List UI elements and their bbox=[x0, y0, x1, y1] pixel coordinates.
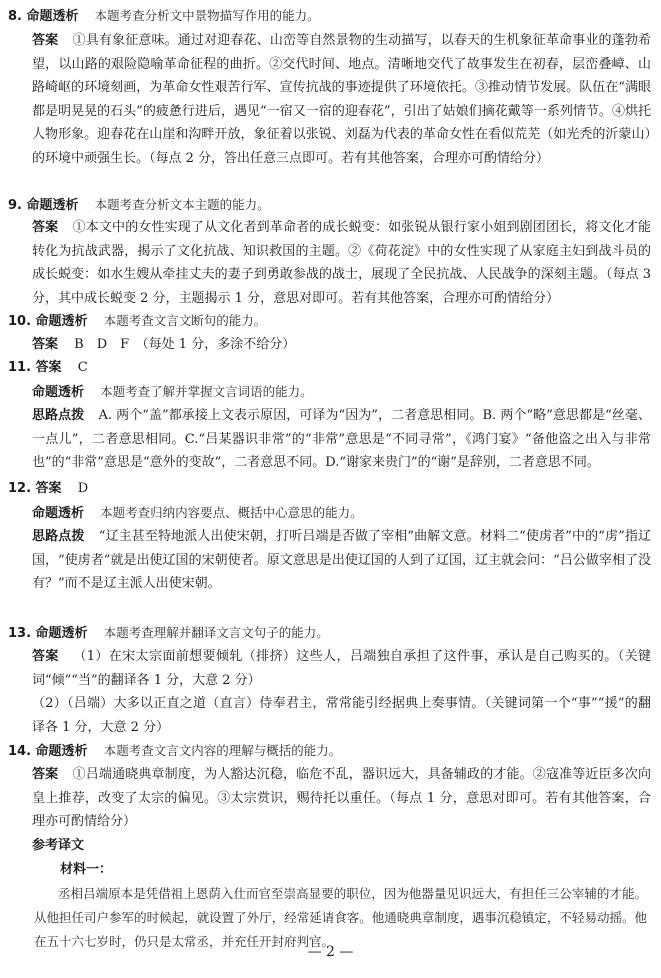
q11-reasoning-text: A. 两个“盖”都承接上文表示原因，可译为“因为”，二者意思相同。B. 两个“略”意思都是“丝毫、一点儿”，二者意思相同。C.“吕某器识非常”的“非常”意思是“不同寻常”，《鸿门宴》“备他盗之出入与非常也”的“非常”意思是“意外的变故”，二者意思不同。D.“谢家来贵门”的“谢”是辞别，二者意思不同。 bbox=[32, 408, 651, 471]
q13-answer-label: 答案 bbox=[32, 649, 59, 664]
q11-reasoning-label: 思路点拨 bbox=[32, 408, 85, 423]
q14-reference-label: 参考译文 bbox=[32, 838, 85, 853]
q14-material-label: 材料一： bbox=[60, 862, 113, 877]
q14-answer-label: 答案 bbox=[32, 767, 59, 782]
q14-answer bbox=[32, 763, 651, 834]
q12-reasoning bbox=[32, 525, 651, 596]
q9-heading bbox=[8, 193, 651, 218]
q9-number-label: 9. 命题透析 bbox=[8, 198, 79, 213]
q14-analysis-text: 本题考查文言文内容的理解与概括的能力。 bbox=[103, 743, 342, 758]
q14-material-heading bbox=[60, 858, 651, 882]
q9-answer-text: ①本文中的女性实现了从文化者到革命者的成长蜕变：如张锐从银行家小姐到剧团团长，将文化才能转化为抗战武器，揭示了文化抗战、知识救国的主题。②《荷花淀》中的女性实现了从家庭主妇到战斗员的成长蜕变：如水生嫂从牵挂丈夫的妻子到勇敢参战的战士，展现了全民抗战、人民战争的深刻主题。（每点 3 分，其中成长蜕变 2 分，主题揭示 1 分，意思对即可。若有其他答案，合理亦可酌情给分） bbox=[32, 220, 651, 306]
q12-analysis-label: 命题透析 bbox=[32, 506, 85, 521]
q12-answer-heading bbox=[8, 477, 651, 501]
q12-reasoning-text: “辽主甚至特地派人出使宋朝，打听吕端是否做了宰相”曲解文意。材料二“使虏者”中的“虏”指辽国，“使虏者”就是出使辽国的宋朝使者。原文意思是出使辽国的人到了辽国，辽主就会问：“吕公做宰相了没有？”而不是辽主派人出使宋朝。 bbox=[32, 529, 651, 592]
q14-translation: 丞相吕端原本是凭借祖上恩荫入仕而官至崇高显要的职位，因为他器量见识远大，有担任三公宰辅的才能。从他担任司户参军的时候起，就设置了外厅，经常延请食客。他通晓典章制度，遇事沉稳镇定，不轻易动摇。他在五十六七岁时，仍只是太常丞，并充任开封府判官。 bbox=[34, 886, 647, 949]
q8-answer-label: 答案 bbox=[32, 33, 59, 48]
q10-answer-label: 答案 bbox=[32, 337, 59, 352]
q13-analysis-text: 本题考查理解并翻译文言文句子的能力。 bbox=[103, 625, 329, 640]
q12-answer-label: 12. 答案 bbox=[8, 481, 62, 496]
q14-number-label: 14. 命题透析 bbox=[8, 744, 88, 759]
q13-number-label: 13. 命题透析 bbox=[8, 626, 88, 641]
q11-answer-value: C bbox=[77, 360, 88, 375]
q11-answer-heading bbox=[8, 356, 651, 380]
q8-analysis-text: 本题考查分析文中景物描写作用的能力。 bbox=[94, 8, 320, 23]
q12-analysis-text: 本题考查归纳内容要点、概括中心意思的能力。 bbox=[100, 505, 363, 520]
q10-heading bbox=[8, 309, 651, 334]
q9-analysis-text: 本题考查分析文本主题的能力。 bbox=[94, 197, 270, 212]
q14-answer-text: ①吕端通晓典章制度，为人豁达沉稳，临危不乱，器识远大，具备辅政的才能。②寇准等近臣多次向皇上推荐，改变了太宗的偏见。③太宗赏识，赐待托以重任。（每点 1 分，意思对即可。若有其他答案，合理亦可酌情给分） bbox=[32, 767, 651, 830]
q10-analysis-text: 本题考查文言文断句的能力。 bbox=[103, 313, 267, 328]
q11-analysis-label: 命题透析 bbox=[32, 385, 85, 400]
q12-answer-value: D bbox=[77, 481, 89, 496]
q11-analysis bbox=[32, 380, 651, 405]
q11-answer-label: 11. 答案 bbox=[8, 360, 62, 375]
q8-answer bbox=[32, 29, 651, 171]
q8-answer-text: ①具有象征意味。通过对迎春花、山峦等自然景物的生动描写，以春天的生机象征革命事业的蓬勃希望，以山路的艰险隐喻革命征程的曲折。②交代时间、地点。清晰地交代了故事发生在初春，层峦叠嶂、山路崎岖的环境刻画，为革命女性艰苦行军、宣传抗战的事迹提供了环境依托。③推动情节发展。队伍在“满眼都是明晃晃的石头”的疲惫行进后，遇见“一宿又一宿的迎春花”，引出了姑娘们摘花戴等一系列情节。④烘托人物形象。迎春花在山崖和沟畔开放，象征着以张锐、刘磊为代表的革命女性在看似荒芜（如光秃的沂蒙山）的环境中顽强生长。（每点 2 分，答出任意三点即可。若有其他答案，合理亦可酌情给分） bbox=[32, 33, 651, 166]
q10-answer-text: B D F （每处 1 分，多涂不给分） bbox=[74, 337, 296, 352]
q12-reasoning-label: 思路点拨 bbox=[32, 529, 85, 544]
q13-heading bbox=[8, 621, 651, 646]
q9-answer bbox=[32, 216, 651, 310]
page-number: — 2 — bbox=[307, 944, 354, 960]
q9-answer-label: 答案 bbox=[32, 220, 59, 235]
q8-number-label: 8. 命题透析 bbox=[8, 9, 79, 24]
q13-answer-1-text: （1）在宋太宗面前想要倾轧（排挤）这些人，吕端独自承担了这件事，承认是自己购买的。（关键词“倾”“当”的翻译各 1 分，大意 2 分） bbox=[32, 649, 651, 688]
q11-reasoning bbox=[32, 404, 651, 475]
q8-heading bbox=[8, 4, 651, 29]
q10-answer bbox=[32, 333, 651, 357]
q10-number-label: 10. 命题透析 bbox=[8, 314, 88, 329]
q13-answer-1 bbox=[32, 645, 651, 692]
q11-analysis-text: 本题考查了解并掌握文言词语的能力。 bbox=[100, 384, 313, 399]
q14-heading bbox=[8, 739, 651, 764]
q14-reference-heading bbox=[32, 834, 651, 858]
q12-analysis bbox=[32, 501, 651, 526]
q13-answer-2 bbox=[32, 692, 651, 739]
q13-answer-2-text: （2）（吕端）大多以正直之道（直言）侍奉君主，常常能引经据典上奏事情。（关键词第一个“事”“援”的翻译各 1 分，大意 2 分） bbox=[32, 696, 651, 735]
